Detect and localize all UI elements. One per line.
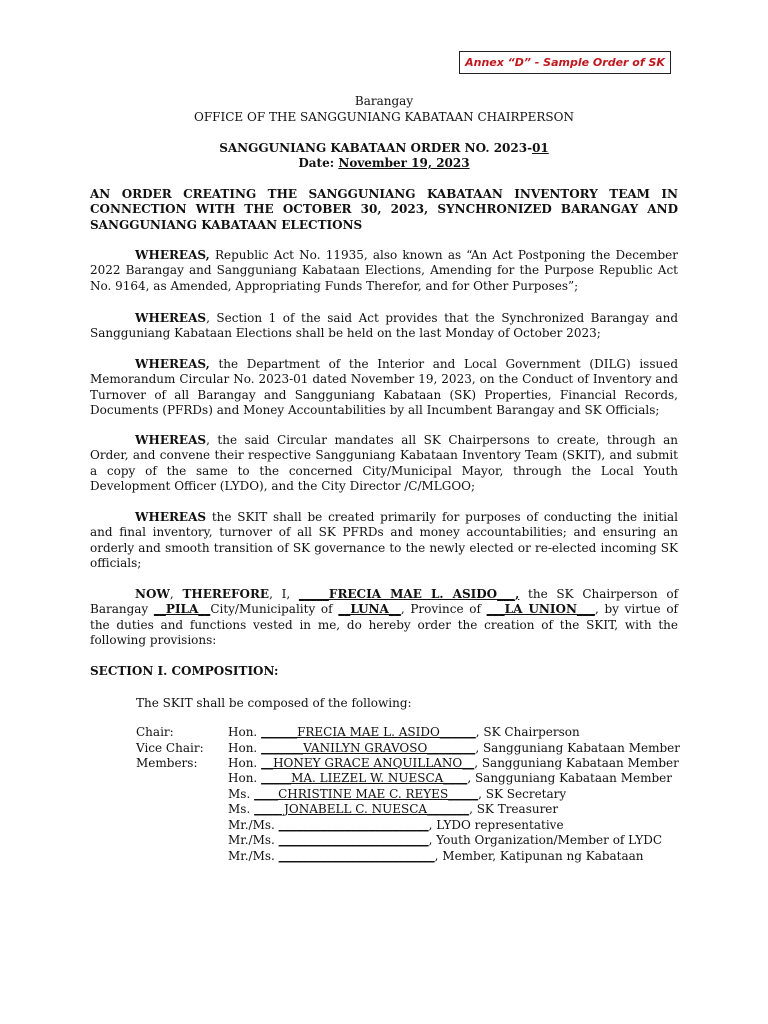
member-name: __________________________	[278, 849, 435, 863]
honorific: Ms.	[228, 787, 251, 801]
composition-entry	[228, 849, 644, 864]
whereas-lead: WHEREAS,	[135, 357, 210, 371]
composition-entry	[228, 725, 580, 740]
member-position: , Member, Katipunan ng Kabataan	[434, 849, 644, 863]
barangay-name: __PILA__	[153, 602, 211, 617]
member-name: ____CHRISTINE MAE C. REYES_____	[254, 787, 479, 801]
whereas-text: Republic Act No. 11935, also known as “An Act Postponing the December 2022 Barangay and Sangguniang Kabataan Elections, Amending for the Purpose Republic Act No. 9164, as Amended, Appropriating Funds Therefor, and for Other Purposes”;	[90, 248, 678, 293]
province-name: ___LA UNION___	[486, 602, 595, 617]
composition-entry	[228, 818, 564, 833]
member-position: , Sangguniang Kabataan Member	[475, 741, 680, 755]
whereas-paragraph-2	[90, 311, 678, 342]
section-heading: SECTION I. COMPOSITION:	[90, 664, 279, 678]
whereas-paragraph-4	[90, 433, 678, 495]
honorific: Mr./Ms.	[228, 849, 275, 863]
honorific: Hon.	[228, 771, 258, 785]
honorific: Mr./Ms.	[228, 833, 275, 847]
member-name: _________________________	[278, 833, 429, 847]
honorific: Hon.	[228, 725, 258, 739]
member-name: _____MA. LIEZEL W. NUESCA____	[261, 771, 468, 785]
text-fragment: ,	[169, 587, 183, 601]
whereas-paragraph-3	[90, 357, 678, 419]
text-fragment: , Province of	[400, 602, 487, 617]
composition-entry	[228, 771, 672, 786]
whereas-lead: WHEREAS	[135, 311, 207, 325]
composition-role: Members:	[136, 756, 198, 770]
composition-entry	[228, 756, 679, 771]
whereas-text: the SKIT shall be created primarily for purposes of conducting the initial and final inventory, turnover of all SK PFRDs and money accountabilities; and ensuring an orderly and smooth transition of SK governance to the newly elected or re-elected incoming SK officials;	[90, 510, 678, 571]
member-position: , SK Chairperson	[475, 725, 580, 739]
member-position: , Sangguniang Kabataan Member	[474, 756, 679, 770]
honorific: Ms.	[228, 802, 251, 816]
order-number-line	[90, 141, 678, 156]
composition-entry	[228, 741, 680, 756]
order-prefix: SANGGUNIANG KABATAAN ORDER NO. 2023-	[219, 141, 533, 155]
honorific: Mr./Ms.	[228, 818, 275, 832]
whereas-text: , the said Circular mandates all SK Chairpersons to create, through an Order, and convene their respective Sangguniang Kabataan Inventory Team (SKIT), and submit a copy of the same to the concerned City/Municipal Mayor, through the Local Youth Development Officer (LYDO), and the City Director /C/MLGOO;	[90, 433, 678, 494]
member-position: , SK Treasurer	[469, 802, 559, 816]
honorific: Hon.	[228, 756, 258, 770]
member-name: _________________________	[278, 818, 429, 832]
member-position: , Youth Organization/Member of LYDC	[428, 833, 663, 847]
member-name: _____JONABELL C. NUESCA_______	[254, 802, 470, 816]
now-lead: NOW	[135, 587, 170, 601]
whereas-text: the Department of the Interior and Local Government (DILG) issued Memorandum Circular No. 2023-01 dated November 19, 2023, on the Conduct of Inventory and Turnover of all Barangay and Sangguniang Kabataan (SK) Properties, Financial Records, Documents (PFRDs) and Money Accountabilities by all Incumbent Barangay and SK Officials;	[90, 357, 678, 418]
order-title: AN ORDER CREATING THE SANGGUNIANG KABATAAN INVENTORY TEAM IN CONNECTION WITH THE OCTOBER 30, 2023, SYNCHRONIZED BARANGAY AND SANGGUNIANG KABATAAN ELECTIONS	[90, 187, 678, 232]
annex-label: Annex “D” - Sample Order of SK	[459, 51, 671, 74]
composition-entry	[228, 787, 566, 802]
whereas-lead: WHEREAS	[135, 510, 207, 524]
member-position: , LYDO representative	[428, 818, 564, 832]
therefore-lead: THEREFORE	[182, 587, 270, 601]
composition-entry	[228, 833, 662, 848]
city-name: __LUNA__	[338, 602, 401, 617]
whereas-paragraph-5	[90, 510, 678, 572]
composition-role: Vice Chair:	[136, 741, 204, 755]
header-office: OFFICE OF THE SANGGUNIANG KABATAAN CHAIRPERSON	[194, 110, 574, 124]
text-fragment: City/Municipality of	[210, 602, 339, 617]
member-position: , SK Secretary	[478, 787, 567, 801]
whereas-paragraph-1	[90, 248, 678, 294]
date-value: November 19, 2023	[338, 156, 470, 170]
member-name: __HONEY GRACE ANQUILLANO__	[261, 756, 475, 770]
composition-intro-text: The SKIT shall be composed of the following:	[136, 696, 412, 710]
now-therefore-paragraph	[90, 587, 678, 649]
chairperson-name: _____FRECIA MAE L. ASIDO___,	[298, 587, 520, 601]
whereas-lead: WHEREAS,	[135, 248, 210, 262]
whereas-lead: WHEREAS	[135, 433, 207, 447]
member-name: ______FRECIA MAE L. ASIDO______	[261, 725, 476, 739]
composition-entry	[228, 802, 558, 817]
composition-role: Chair:	[136, 725, 174, 739]
text-fragment: , I,	[269, 587, 299, 601]
member-name: _______VANILYN GRAVOSO________	[261, 741, 476, 755]
order-number: 01	[532, 141, 549, 155]
text-fragment: , by virtue of the duties and functions vested in me, do hereby order the creation of the SKIT, with the following provisions:	[90, 602, 678, 648]
honorific: Hon.	[228, 741, 258, 755]
date-label: Date:	[298, 156, 339, 170]
order-date-line	[90, 156, 678, 171]
text-fragment: the SK Chairperson of Barangay	[90, 587, 679, 617]
whereas-text: , Section 1 of the said Act provides that the Synchronized Barangay and Sangguniang Kabataan Elections shall be held on the last Monday of October 2023;	[90, 311, 678, 341]
header-barangay: Barangay	[354, 94, 414, 108]
member-position: , Sangguniang Kabataan Member	[467, 771, 672, 785]
